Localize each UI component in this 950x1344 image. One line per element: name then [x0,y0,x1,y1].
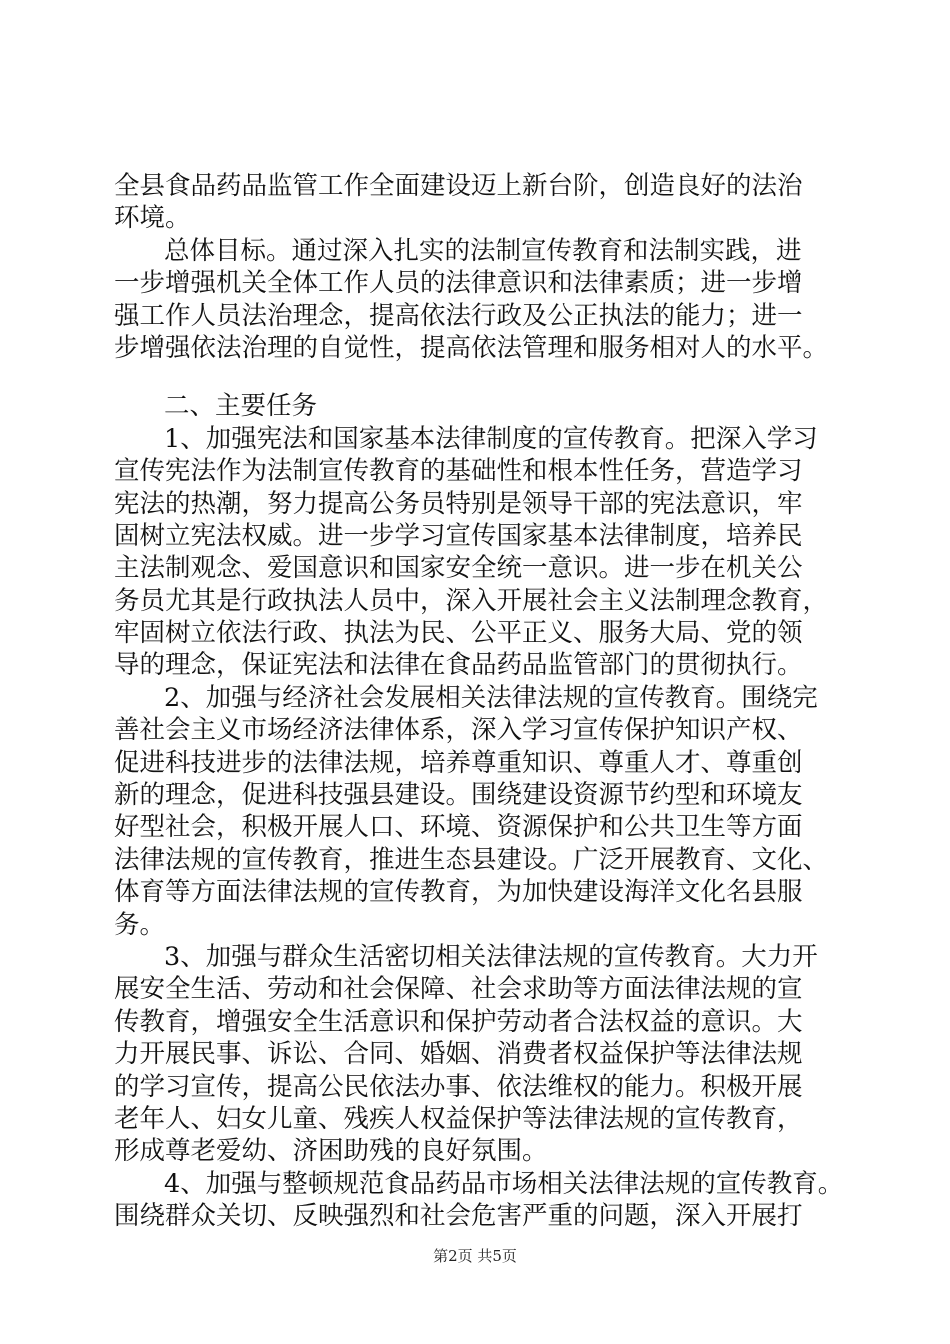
text-line: 形成尊老爱幼、济困助残的良好氛围。 [114,1136,548,1167]
paragraph-goal [114,235,844,365]
text-line: 宣传宪法作为法制宣传教育的基础性和根本性任务，营造学习 [114,456,803,487]
text-line: 务。 [114,909,166,940]
text-line: 促进科技进步的法律法规，培养尊重知识、尊重人才、尊重创 [114,747,803,778]
text-line: 总体目标。通过深入扎实的法制宣传教育和法制实践，进 [164,235,802,266]
text-line: 步增强依法治理的自觉性，提高依法管理和服务相对人的水平。 [114,332,829,363]
paragraph-intro [114,170,844,235]
document-body [114,170,844,1233]
text-line: 主法制观念、爱国意识和国家安全统一意识。进一步在机关公 [114,553,803,584]
text-line: 围绕群众关切、反映强烈和社会危害严重的问题，深入开展打 [114,1201,803,1232]
text-line: 4、加强与整顿规范食品药品市场相关法律法规的宣传教育。 [164,1168,844,1199]
text-line: 老年人、妇女儿童、残疾人权益保护等法律法规的宣传教育， [114,1103,803,1134]
text-line: 体育等方面法律法规的宣传教育，为加快建设海洋文化名县服 [114,877,803,908]
text-line: 法律法规的宣传教育，推进生态县建设。广泛开展教育、文化、 [114,844,829,875]
text-line: 好型社会，积极开展人口、环境、资源保护和公共卫生等方面 [114,812,803,843]
text-line: 善社会主义市场经济法律体系，深入学习宣传保护知识产权、 [114,715,803,746]
text-line: 1、加强宪法和国家基本法律制度的宣传教育。把深入学习 [164,423,818,454]
text-line: 3、加强与群众生活密切相关法律法规的宣传教育。大力开 [164,941,818,972]
text-line: 展安全生活、劳动和社会保障、社会求助等方面法律法规的宣 [114,974,803,1005]
text-line: 宪法的热潮，努力提高公务员特别是领导干部的宪法意识，牢 [114,488,803,519]
text-line: 强工作人员法治理念，提高依法行政及公正执法的能力；进一 [114,300,803,331]
text-line: 2、加强与经济社会发展相关法律法规的宣传教育。围绕完 [164,682,818,713]
text-line: 的学习宣传，提高公民依法办事、依法维权的能力。积极开展 [114,1071,803,1102]
text-line: 务员尤其是行政执法人员中，深入开展社会主义法制理念教育， [114,585,829,616]
text-line: 牢固树立依法行政、执法为民、公平正义、服务大局、党的领 [114,618,803,649]
page-footer: 第2页 共5页 [433,1247,517,1265]
text-line: 固树立宪法权威。进一步学习宣传国家基本法律制度，培养民 [114,520,803,551]
text-line: 一步增强机关全体工作人员的法律意识和法律素质；进一步增 [114,268,803,299]
paragraph-task-3 [114,941,844,1168]
text-line: 传教育，增强安全生活意识和保护劳动者合法权益的意识。大 [114,1006,803,1037]
paragraph-task-1 [114,423,844,682]
section-heading: 二、主要任务 [164,391,318,422]
text-line: 全县食品药品监管工作全面建设迈上新台阶，创造良好的法治 [114,171,803,201]
text-line: 环境。 [114,203,191,234]
paragraph-task-4 [114,1168,844,1233]
paragraph-task-2 [114,682,844,941]
text-line: 导的理念，保证宪法和法律在食品药品监管部门的贯彻执行。 [114,650,803,681]
text-line: 力开展民事、诉讼、合同、婚姻、消费者权益保护等法律法规 [114,1039,803,1070]
text-line: 新的理念，促进科技强县建设。围绕建设资源节约型和环境友 [114,780,803,811]
